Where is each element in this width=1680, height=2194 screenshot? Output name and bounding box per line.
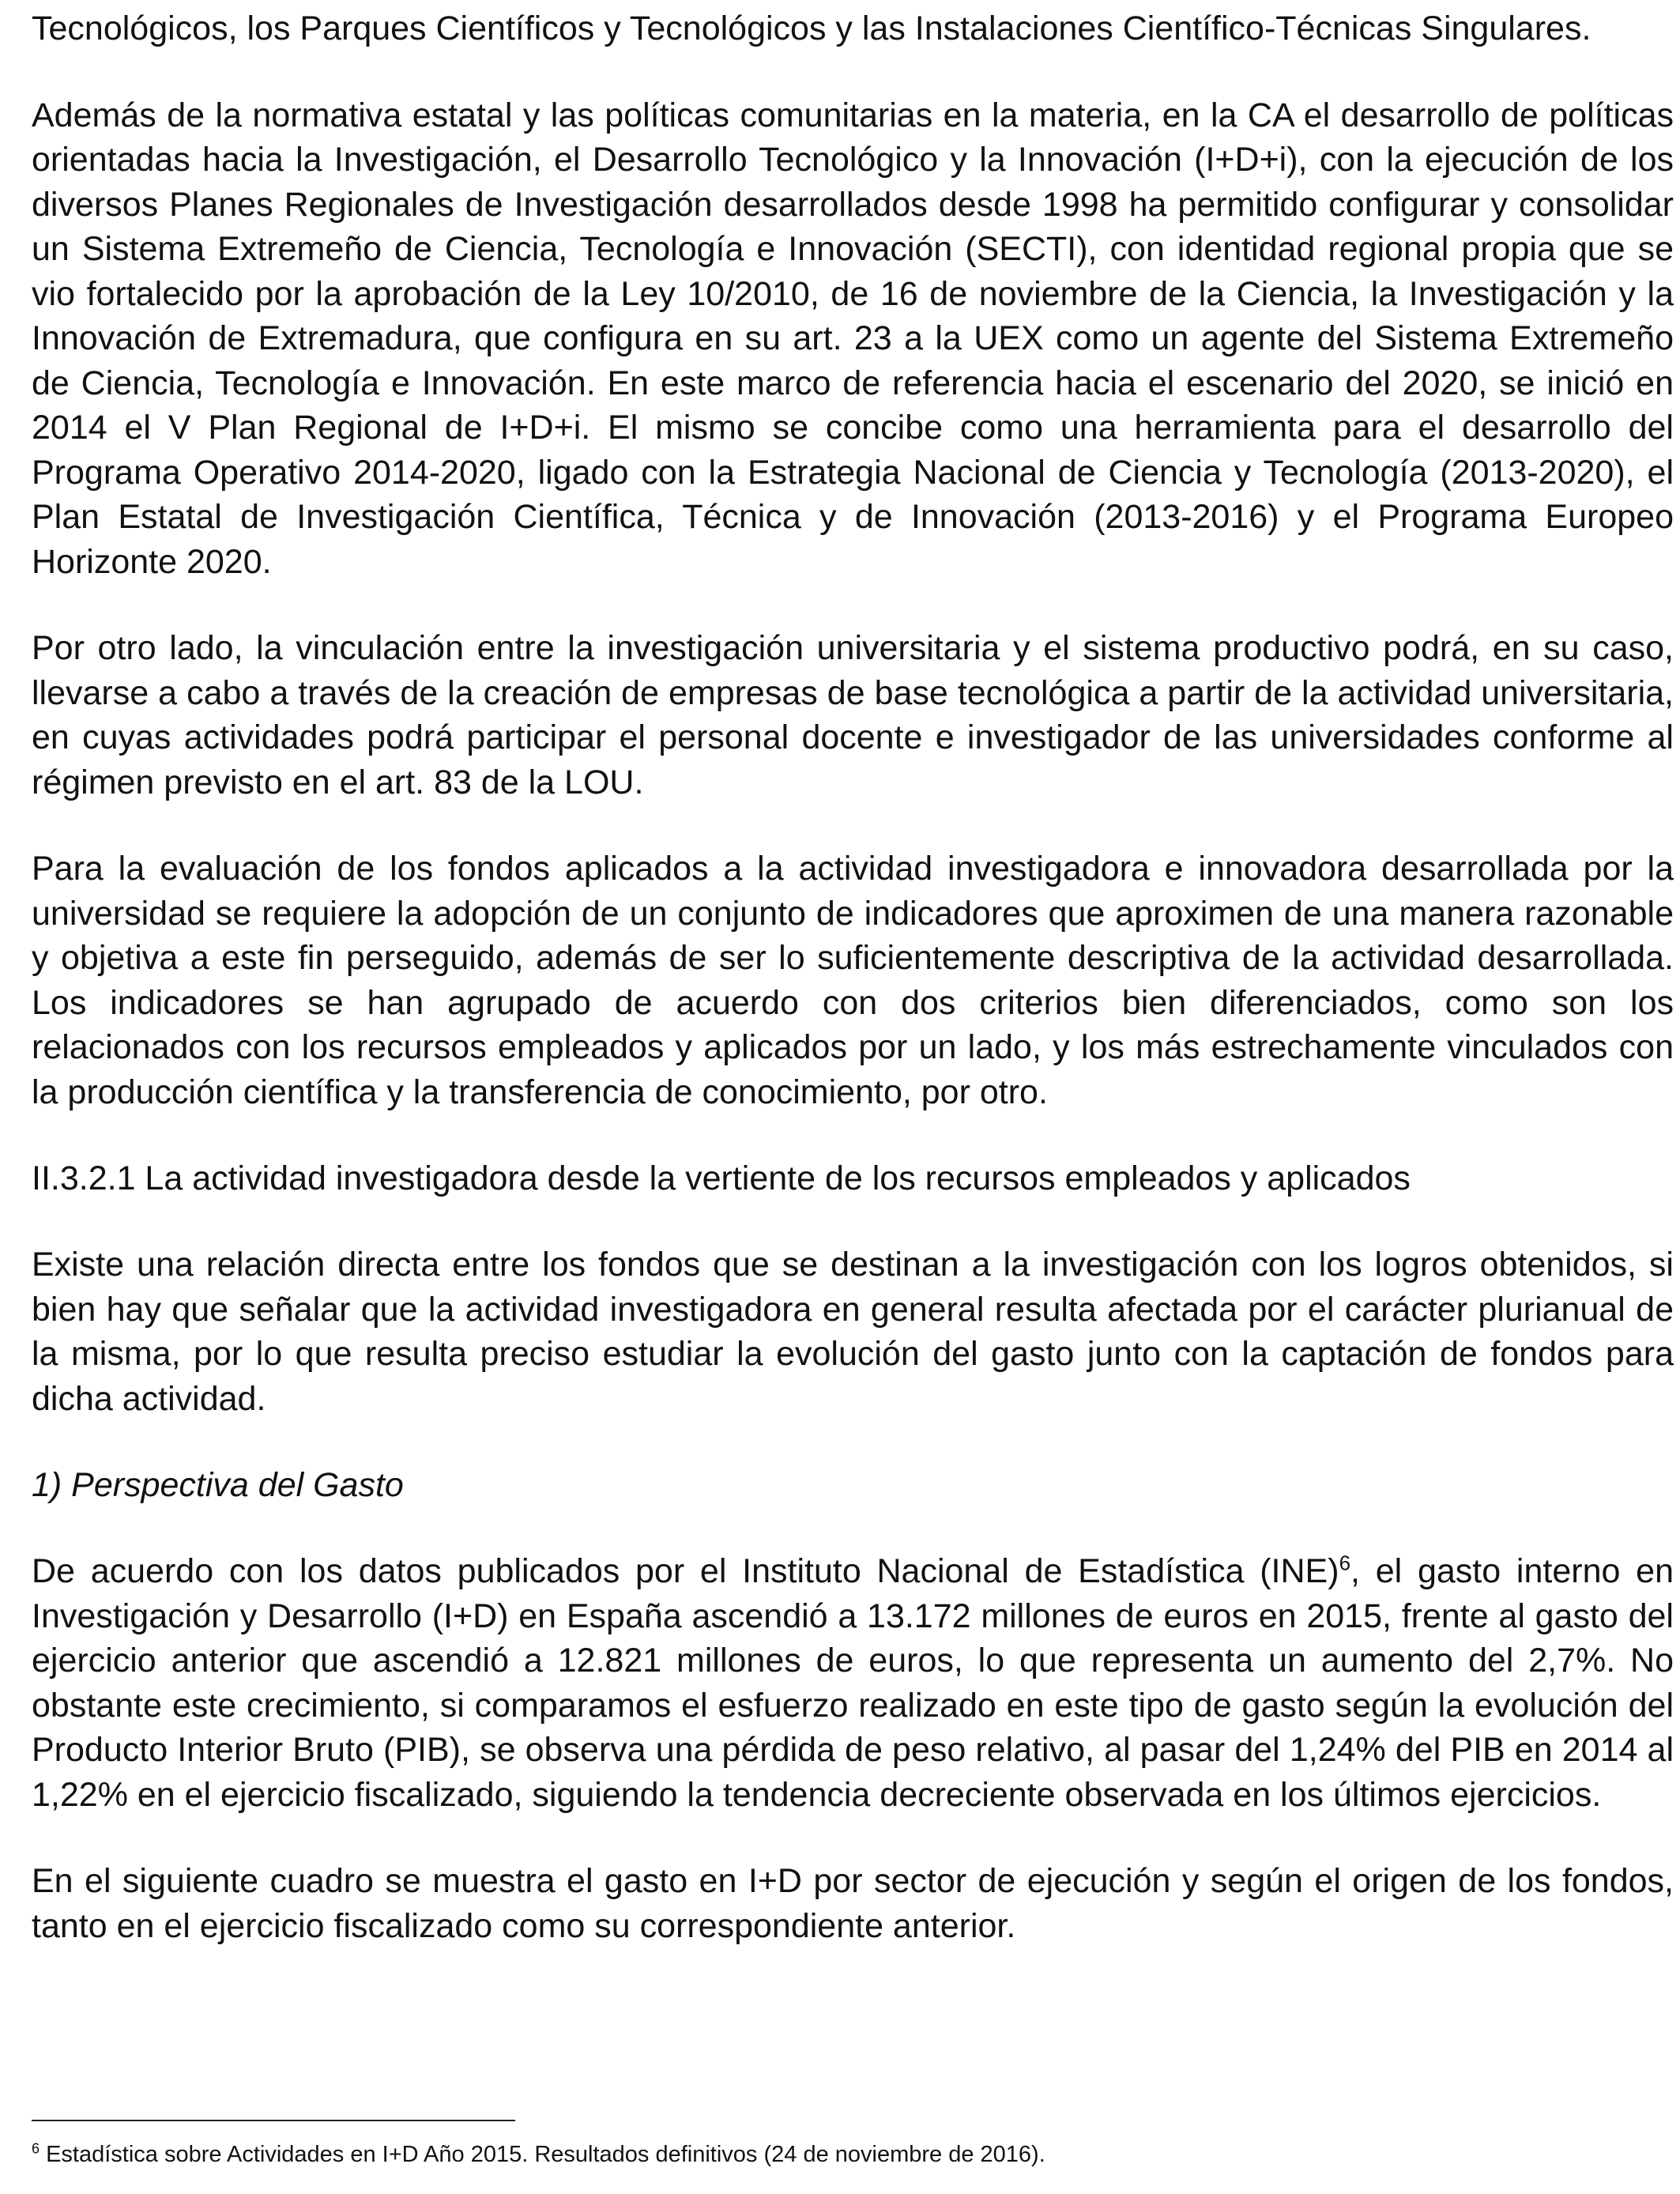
footnote-text: Estadística sobre Actividades en I+D Año 2015. Resultados definitivos (24 de noviembre de 2016). — [40, 2142, 1045, 2167]
paragraph-funds-relation: Existe una relación directa entre los fondos que se destinan a la investigación con los logros obtenidos, si bien hay que señalar que la actividad investigadora en general resulta afectada por el carácter plurianual de la misma, por lo que resulta preciso estudiar la evolución del gasto junto con la captación de fondos para dicha actividad. — [32, 1246, 1674, 1418]
document-body — [32, 6, 1674, 1990]
footnote — [32, 2140, 1045, 2169]
paragraph-regional-policy: Además de la normativa estatal y las políticas comunitarias en la materia, en la CA el desarrollo de políticas orientadas hacia la Investigación, el Desarrollo Tecnológico y la Innovación (I+D+i), con la ejecución de los diversos Planes Regionales de Investigación desarrollados desde 1998 ha permitido configurar y consolidar un Sistema Extremeño de Ciencia, Tecnología e Innovación (SECTI), con identidad regional propia que se vio fortalecido por la aprobación de la Ley 10/2010, de 16 de noviembre de la Ciencia, la Investigación y la Innovación de Extremadura, que configura en su art. 23 a la UEX como un agente del Sistema Extremeño de Ciencia, Tecnología e Innovación. En este marco de referencia hacia el escenario del 2020, se inició en 2014 el V Plan Regional de I+D+i. El mismo se concibe como una herramienta para el desarrollo del Programa Operativo 2014-2020, ligado con la Estrategia Nacional de Ciencia y Tecnología (2013-2020), el Plan Estatal de Investigación Científica, Técnica y de Innovación (2013-2016) y el Programa Europeo Horizonte 2020. — [32, 96, 1674, 581]
footnote-reference[interactable]: 6 — [1339, 1551, 1351, 1575]
ine-text-before: De acuerdo con los datos publicados por el Instituto Nacional de Estadística (INE) — [32, 1552, 1339, 1590]
subsection-heading: 1) Perspectiva del Gasto — [32, 1466, 404, 1504]
paragraph-indicators: Para la evaluación de los fondos aplicados a la actividad investigadora e innovadora desarrollada por la universidad se requiere la adopción de un conjunto de indicadores que aproximen de una manera razonable y objetiva a este fin perseguido, además de ser lo suficientemente descriptiva de la actividad desarrollada. Los indicadores se han agrupado de acuerdo con dos criterios bien diferenciados, como son los relacionados con los recursos empleados y aplicados por un lado, y los más estrechamente vinculados con la producción científica y la transferencia de conocimiento, por otro. — [32, 850, 1674, 1111]
paragraph-ine-data — [32, 1549, 1674, 1817]
section-heading: II.3.2.1 La actividad investigadora desde la vertiente de los recursos empleados y aplicados — [32, 1159, 1411, 1197]
footnote-number: 6 — [32, 2140, 40, 2157]
ine-text-after: , el gasto interno en Investigación y Desarrollo (I+D) en España ascendió a 13.172 millones de euros en 2015, frente al gasto del ejercicio anterior que ascendió a 12.821 millones de euros, lo que representa un aumento del 2,7%. No obstante este crecimiento, si comparamos el esfuerzo realizado en este tipo de gasto según la evolución del Producto Interior Bruto (PIB), se observa una pérdida de peso relativo, al pasar del 1,24% del PIB en 2014 al 1,22% en el ejercicio fiscalizado, siguiendo la tendencia decreciente observada en los últimos ejercicios. — [32, 1552, 1674, 1814]
footnote-divider — [32, 2120, 515, 2121]
paragraph-university-link: Por otro lado, la vinculación entre la investigación universitaria y el sistema productivo podrá, en su caso, llevarse a cabo a través de la creación de empresas de base tecnológica a partir de la actividad universitaria, en cuyas actividades podrá participar el personal docente e investigador de las universidades conforme al régimen previsto en el art. 83 de la LOU. — [32, 629, 1674, 801]
paragraph-table-intro: En el siguiente cuadro se muestra el gasto en I+D por sector de ejecución y según el origen de los fondos, tanto en el ejercicio fiscalizado como su correspondiente anterior. — [32, 1862, 1674, 1945]
paragraph-continuation: Tecnológicos, los Parques Científicos y Tecnológicos y las Instalaciones Científico-Técnicas Singulares. — [32, 9, 1591, 47]
